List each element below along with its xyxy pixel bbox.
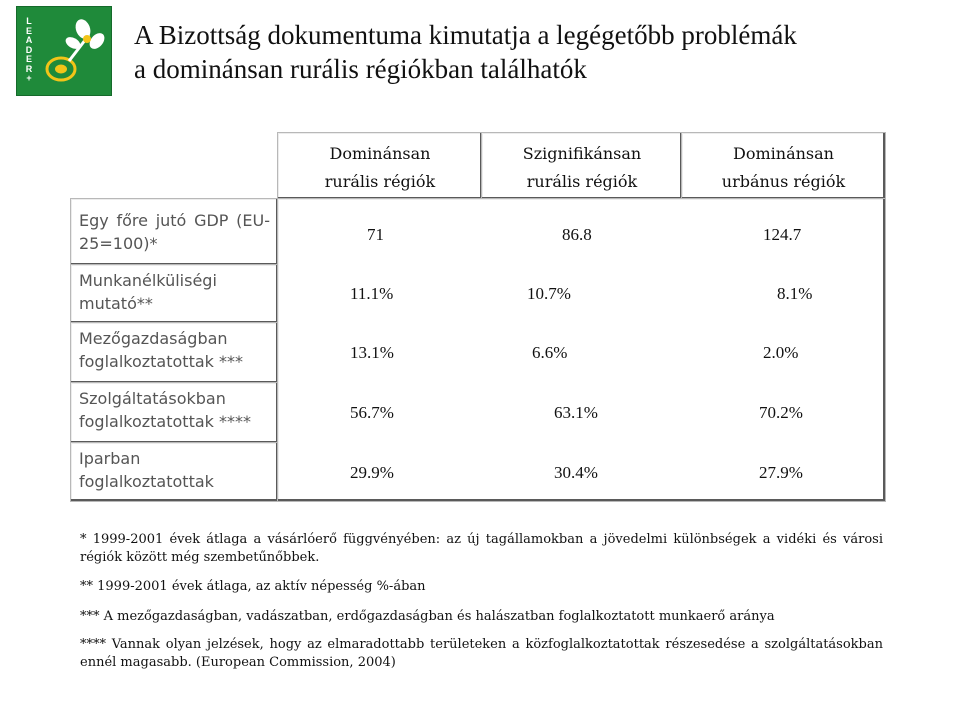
row-label-gdp: Egy főre jutó GDP (EU-25=100)*	[70, 198, 279, 266]
value-cell: 13.1%	[350, 343, 394, 362]
footnote-2: ** 1999-2001 évek átlaga, az aktív népesség %-ában	[80, 579, 426, 594]
column-header-significant-rural	[481, 132, 683, 200]
title-line-2: a dominánsan rurális régiókban találhatók	[134, 54, 587, 84]
footnotes	[80, 528, 883, 672]
value-cell: 27.9%	[759, 463, 803, 482]
value-cell: 6.6%	[532, 343, 568, 362]
value-cell: 2.0%	[763, 343, 799, 362]
value-cell: 11.1%	[350, 284, 394, 303]
clover-emblem-icon	[39, 13, 109, 91]
column-header-dominant-urban	[681, 132, 886, 200]
leader-plus-logo	[16, 6, 112, 96]
value-cell: 86.8	[562, 225, 592, 244]
value-cell: 30.4%	[554, 463, 598, 482]
column-header-line: rurális régiók	[526, 171, 638, 191]
value-cell: 124.7	[763, 225, 802, 244]
value-cell: 8.1%	[777, 284, 813, 303]
row-label-services: Szolgáltatásokban foglalkoztatottak ****	[70, 382, 279, 444]
value-cell: 56.7%	[350, 403, 394, 422]
comparison-table	[70, 132, 886, 502]
row-label-unemployment: Munkanélküliségi mutató**	[70, 264, 279, 324]
value-cell: 70.2%	[759, 403, 803, 422]
footnote-4: **** Vannak olyan jelzések, hogy az elmaradottabb területeken a közfoglalkoztatottak részesedése a szolgáltatásokban ennél magasabb. (European Commission, 2004)	[80, 637, 883, 670]
column-header-line: urbánus régiók	[721, 171, 846, 191]
column-header-dominant-rural	[277, 132, 483, 200]
footnote-3: *** A mezőgazdaságban, vadászatban, erdőgazdaságban és halászatban foglalkoztatott munkaerő aránya	[80, 609, 775, 624]
value-cell: 10.7%	[527, 284, 571, 303]
page-title	[134, 18, 934, 86]
value-cell: 29.9%	[350, 463, 394, 482]
column-header-line: Dominánsan	[733, 143, 834, 163]
row-label-agriculture: Mezőgazdaságban foglalkoztatottak ***	[70, 322, 279, 384]
column-header-line: rurális régiók	[324, 171, 436, 191]
value-cell: 71	[367, 225, 384, 244]
column-header-line: Szignifikánsan	[522, 143, 642, 163]
value-cell: 63.1%	[554, 403, 598, 422]
footnote-1: * 1999-2001 évek átlaga a vásárlóerő függvényében: az új tagállamokban a jövedelmi különbségek a vidéki és városi régiók között még szembetűnőbbek.	[80, 532, 883, 565]
logo-wordmark: L E A D E R +	[25, 16, 33, 83]
title-line-1: A Bizottság dokumentuma kimutatja a legégetőbb problémák	[134, 20, 797, 50]
column-header-line: Dominánsan	[329, 143, 431, 163]
row-label-industry: Iparban foglalkoztatottak	[70, 442, 279, 502]
